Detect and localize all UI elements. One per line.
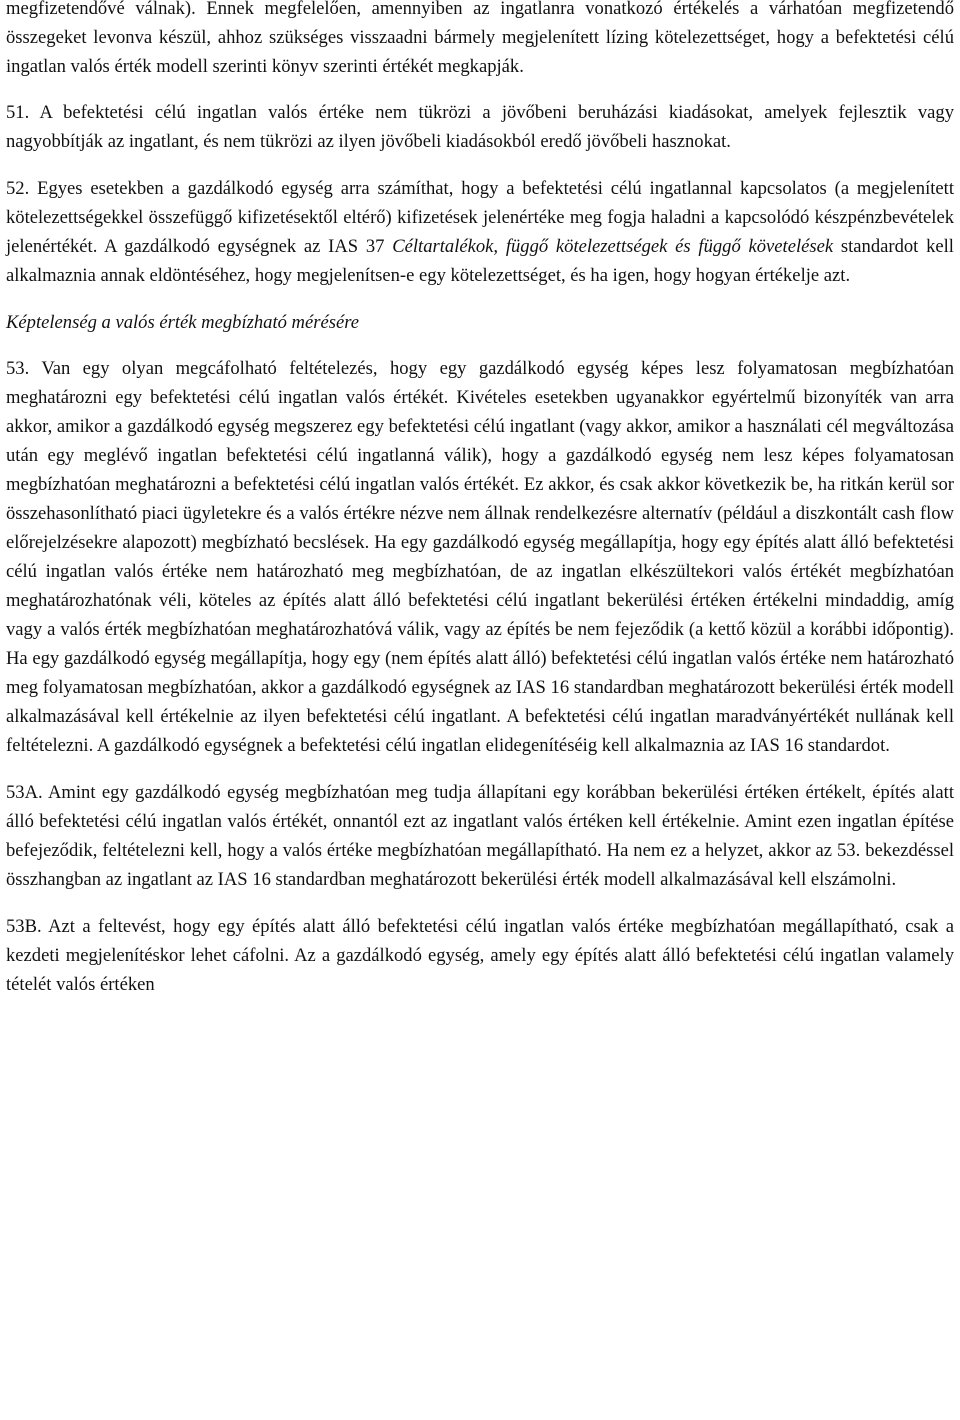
paragraph-continuation: megfizetendővé válnak). Ennek megfelelően, amennyiben az ingatlanra vonatkozó értékelés a várhatóan megfizetendő összegeket levonva készül, ahhoz szükséges visszaadni bármely megjelenített lízing kötelezettséget, hogy a befektetési célú ingatlan valós érték modell szerinti könyv szerinti értékét megkapják. <box>6 0 954 77</box>
paragraph-51: 51. A befektetési célú ingatlan valós értéke nem tükrözi a jövőbeni beruházási kiadásokat, amelyek fejlesztik vagy nagyobbítják az ingatlant, és nem tükrözi az ilyen jövőbeli kiadásokból eredő jövőbeli hasznokat. <box>6 102 954 152</box>
paragraph-53a: 53A. Amint egy gazdálkodó egység megbízhatóan meg tudja állapítani egy korábban bekerülési értéken értékelt, építés alatt álló befektetési célú ingatlan valós értékét, onnantól ezt az ingatlant valós értéken kell értékelnie. Amint ezen ingatlan építése befejeződik, feltételezni kell, hogy a valós értéke megbízhatóan megállapítható. Ha nem ez a helyzet, akkor az 53. bekezdéssel összhangban az ingatlant az IAS 16 standardban meghatározott bekerülési érték modell alkalmazásával kell elszámolni. <box>6 782 954 890</box>
paragraph-52-text-end: standardot kell alkalmaznia annak eldöntéséhez, hogy megjelenítsen-e egy kötelezettséget, és ha igen, hogy hogyan értékelje azt. <box>6 236 954 286</box>
paragraph-52 <box>6 174 954 290</box>
document-page <box>6 0 954 1017</box>
section-heading: Képtelenség a valós érték megbízható mérésére <box>6 312 360 333</box>
paragraph-52-text-start: 52. Egyes esetekben a gazdálkodó egység arra számíthat, hogy a befektetési célú ingatlannal kapcsolatos (a megjelenített kötelezettségekkel összefüggő kifizetésektől eltérő) kifizetések jelenértéke meg fogja haladni a kapcsolódó készpénzbevételek jelenértékét. A gazdálkodó egységnek az IAS 37 <box>6 178 954 257</box>
paragraph-53: 53. Van egy olyan megcáfolható feltételezés, hogy egy gazdálkodó egység képes lesz folyamatosan megbízhatóan meghatározni egy befektetési célú ingatlan valós értékét. Kivételes esetekben ugyanakkor egyértelmű bizonyíték van arra akkor, amikor a gazdálkodó egység megszerez egy befektetési célú ingatlant (vagy akkor, amikor a használati cél megváltozása után egy meglévő ingatlan befektetési célú ingatlanná válik), hogy a gazdálkodó egység nem lesz képes folyamatosan megbízhatóan meghatározni a befektetési célú ingatlan valós értékét. Ez akkor, és csak akkor következik be, ha ritkán kerül sor összehasonlítható piaci ügyletekre és a valós értékre nézve nem állnak rendelkezésre alternatív (például a diszkontált cash flow előrejelzésekre alapozott) megbízható becslések. Ha egy gazdálkodó egység megállapítja, hogy egy építés alatt álló befektetési célú ingatlan valós értéke nem határozható meg megbízhatóan, de az ingatlan elkészültekori valós értékét megbízhatóan meghatározhatónak véli, köteles az építés alatt álló befektetési célú ingatlant bekerülési értéken értékelni mindaddig, amíg vagy a valós érték megbízhatóan meghatározhatóvá válik, vagy az építés be nem fejeződik (a kettő közül a korábbi időpontig). Ha egy gazdálkodó egység megállapítja, hogy egy (nem építés alatt álló) befektetési célú ingatlan valós értéke nem határozható meg folyamatosan megbízhatóan, akkor a gazdálkodó egységnek az IAS 16 standardban meghatározott bekerülési érték modell alkalmazásával kell értékelnie az ilyen befektetési célú ingatlant. A befektetési célú ingatlan maradványértékét nullának kell feltételezni. A gazdálkodó egységnek a befektetési célú ingatlan elidegenítéséig kell alkalmaznia az IAS 16 standardot. <box>6 358 954 756</box>
standard-title-italic: Céltartalékok, függő kötelezettségek és függő követelések <box>392 236 834 257</box>
paragraph-53b: 53B. Azt a feltevést, hogy egy építés alatt álló befektetési célú ingatlan valós értéke megbízhatóan megállapítható, csak a kezdeti megjelenítéskor lehet cáfolni. Az a gazdálkodó egység, amely egy építés alatt álló befektetési célú ingatlan valamely tételét valós értéken <box>6 916 954 995</box>
